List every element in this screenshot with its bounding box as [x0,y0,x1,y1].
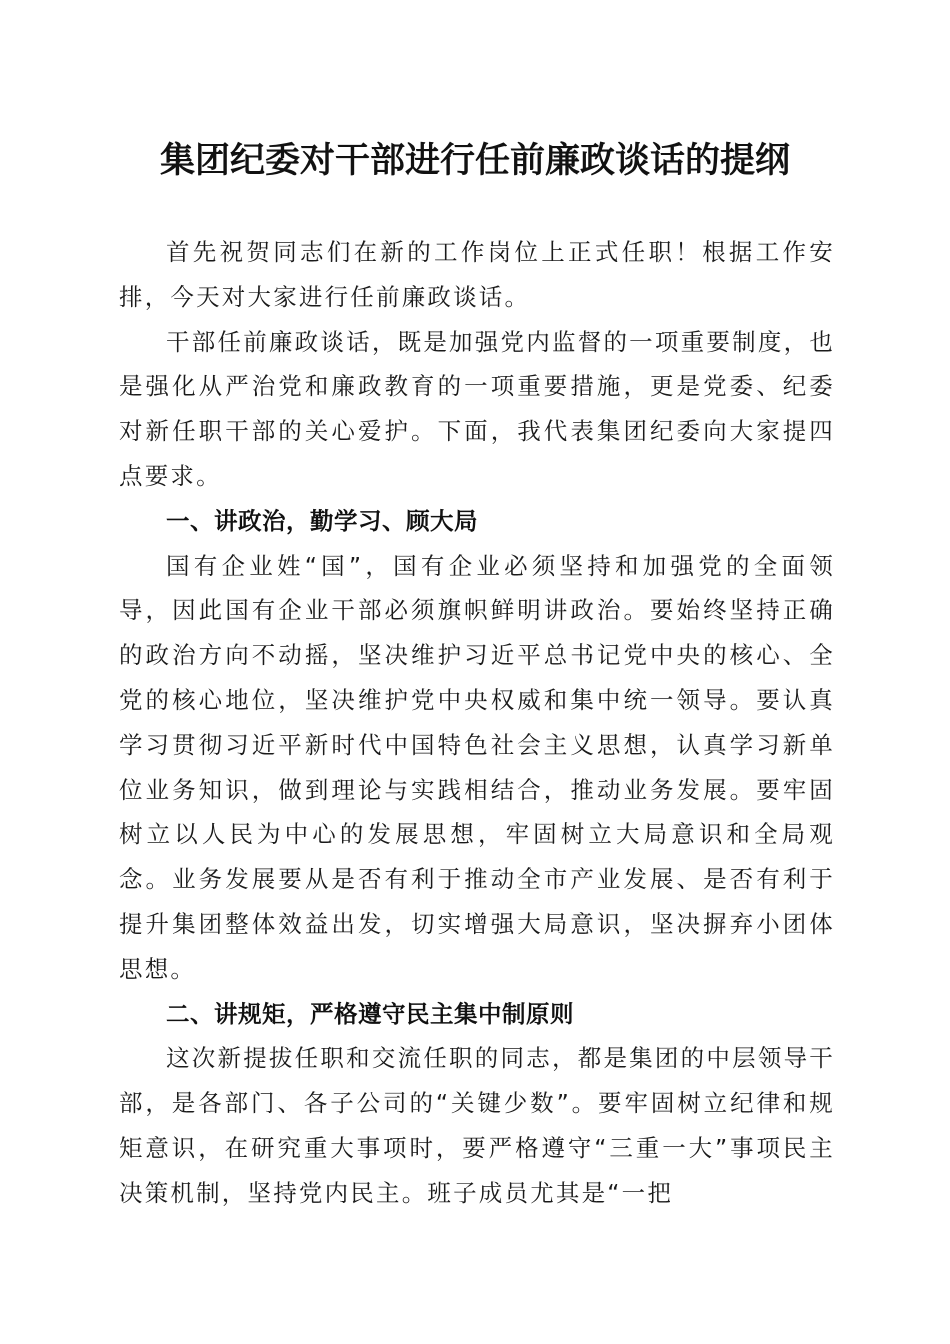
section-heading-1: 一、讲政治，勤学习、顾大局 [166,506,478,535]
paragraph-section-2: 这次新提拔任职和交流任职的同志，都是集团的中层领导干部，是各部门、各子公司的“关键少数”。要牢固树立纪律和规矩意识，在研究重大事项时，要严格遵守“三重一大”事项民主决策机制，坚持党内民主。班子成员尤其是“一把 [119,1044,835,1207]
document-body [119,230,835,1216]
paragraph-introduction: 干部任前廉政谈话，既是加强党内监督的一项重要制度，也是强化从严治党和廉政教育的一项重要措施，更是党委、纪委对新任职干部的关心爱护。下面，我代表集团纪委向大家提四点要求。 [119,327,835,490]
paragraph-greeting: 首先祝贺同志们在新的工作岗位上正式任职！根据工作安排，今天对大家进行任前廉政谈话。 [119,238,835,311]
document-title: 集团纪委对干部进行任前廉政谈话的提纲 [159,140,790,181]
paragraph-section-1: 国有企业姓“国”，国有企业必须坚持和加强党的全面领导，因此国有企业干部必须旗帜鲜明讲政治。要始终坚持正确的政治方向不动摇，坚决维护习近平总书记党中央的核心、全党的核心地位，坚决维护党中央权威和集中统一领导。要认真学习贯彻习近平新时代中国特色社会主义思想，认真学习新单位业务知识，做到理论与实践相结合，推动业务发展。要牢固树立以人民为中心的发展思想，牢固树立大局意识和全局观念。业务发展要从是否有利于推动全市产业发展、是否有利于提升集团整体效益出发，切实增强大局意识，坚决摒弃小团体思想。 [119,551,835,983]
section-heading-2: 二、讲规矩，严格遵守民主集中制原则 [166,999,574,1028]
